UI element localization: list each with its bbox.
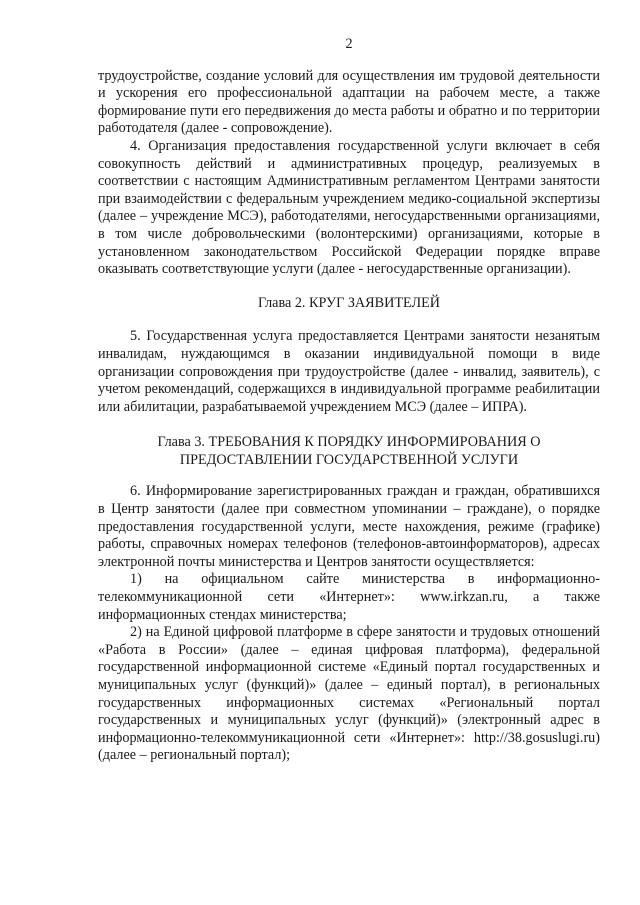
chapter-3-heading-line-2: ПРЕДОСТАВЛЕНИИ ГОСУДАРСТВЕННОЙ УСЛУГИ [179,451,519,468]
paragraph-5: 5. Государственная услуга предоставляется Центрами занятости незанятым инвалидам, нуждающимся в оказании индивидуальной помощи в виде организации сопровождения при трудоустройстве (далее - инвалид, заявитель), с учетом рекомендаций, содержащихся в индивидуальной программе реабилитации или абилитации, разрабатываемой учреждением МСЭ (далее – ИПРА). [98,328,600,415]
chapter-2-heading: Глава 2. КРУГ ЗАЯВИТЕЛЕЙ [257,294,441,311]
paragraph-4: 4. Организация предоставления государственной услуги включает в себя совокупность действий и административных процедур, реализуемых в соответствии с настоящим Административным регламентом Центрами занятости при взаимодействии с федеральным учреждением медико-социальной экспертизы (далее – учреждение МСЭ), работодателями, негосударственными организациями, в том числе добровольческими (волонтерскими) организациями, которые в установленном законодательством Российской Федерации порядке вправе оказывать соответствующие услуги (далее - негосударственные организации). [98,137,600,278]
chapter-3-heading-line-1: Глава 3. ТРЕБОВАНИЯ К ПОРЯДКУ ИНФОРМИРОВАНИЯ О [157,434,541,451]
paragraph-continuation: трудоустройстве, создание условий для осуществления им трудовой деятельности и ускорения его профессиональной адаптации на рабочем месте, а также формирование пути его передвижения до места работы и обратно и по территории работодателя (далее - сопровождение). [98,67,600,137]
list-item-1: 1) на официальном сайте министерства в информационно-телекоммуникационной сети «Интернет»: www.irkzan.ru, а также информационных стендах министерства; [98,571,600,623]
list-item-2: 2) на Единой цифровой платформе в сфере занятости и трудовых отношений «Работа в России» (далее – единая цифровая платформа), федеральной государственной информационной системе «Единый портал государственных и муниципальных услуг (функций)» (далее – единый портал), в региональных государственных информационных системах «Региональный портал государственных и муниципальных услуг (функций)» (электронный адрес в информационно-телекоммуникационной сети «Интернет»: http://38.gosuslugi.ru) (далее – региональный портал); [98,624,600,764]
paragraph-6: 6. Информирование зарегистрированных граждан и граждан, обратившихся в Центр занятости (далее при совместном упоминании – граждане), о порядке предоставления государственной услуги, месте нахождения, режиме (графике) работы, справочных номерах телефонов (телефонов-автоинформаторов), адресах электронной почты министерства и Центров занятости осуществляется: [98,483,600,570]
page-number: 2 [345,36,353,52]
